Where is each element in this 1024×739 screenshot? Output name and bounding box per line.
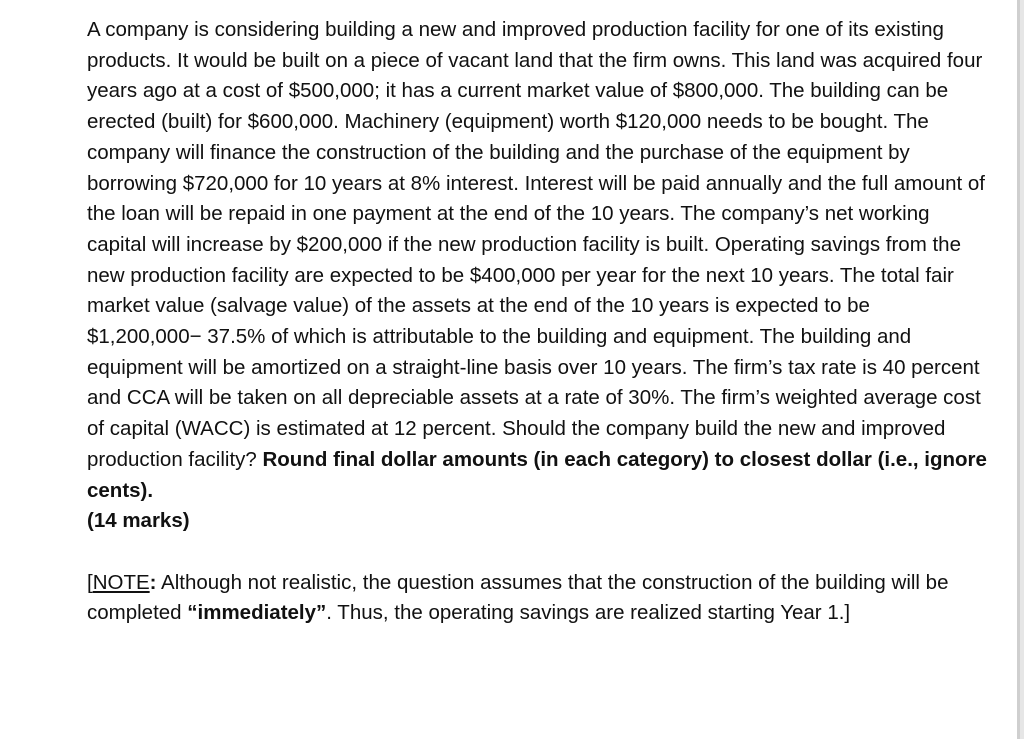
marks-label: (14 marks) — [87, 509, 190, 533]
note-open-bracket: [ — [87, 570, 93, 594]
note-text-2: . Thus, the operating savings are realized starting Year 1.] — [326, 601, 851, 625]
note-label: NOTE — [92, 570, 150, 594]
rounding-instruction: Round final dollar amounts (in each category) to closest dollar (i.e., ignore cents). — [87, 447, 987, 502]
paragraph-spacer — [87, 537, 987, 568]
note-quoted-word: “immediately” — [187, 601, 327, 625]
note-text-1: Although not realistic, the question assumes that the construction of the building will be completed — [87, 570, 949, 625]
question-body: A company is considering building a new and improved production facility for one of its existing products. It would be built on a piece of vacant land that the firm owns. This land was acquired four years ago at a cost of $500,000; it has a current market value of $800,000. The building can be erected (built) for $600,000. Machinery (equipment) worth $120,000 needs to be bought. The company will finance the construction of the building and the purchase of the equipment by borrowing $720,000 for 10 years at 8% interest. Interest will be paid annually and the full amount of the loan will be repaid in one payment at the end of the 10 years. The company’s net working capital will increase by $200,000 if the new production facility is built. Operating savings from the new production facility are expected to be $400,000 per year for the next 10 years. The total fair market value (salvage value) of the assets at the end of the 10 years is expected to be $1,200,000− 37.5% of which is attributable to the building and equipment. The building and equipment will be amortized on a straight-line basis over 10 years. The firm’s tax rate is 40 percent and CCA will be taken on all depreciable assets at a rate of 30%. The firm’s weighted average cost of capital (WACC) is estimated at 12 percent. Should the company build the new and improved production facility? — [87, 18, 985, 471]
note-paragraph — [87, 568, 987, 629]
question-text-block — [87, 15, 987, 629]
question-paragraph — [87, 15, 987, 506]
note-colon: : — [149, 570, 157, 594]
